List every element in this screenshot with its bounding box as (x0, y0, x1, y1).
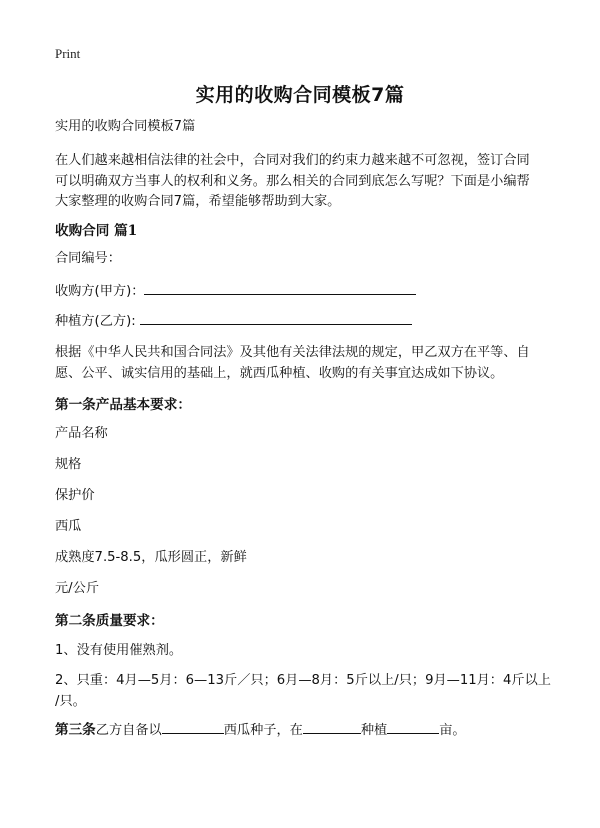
article2-heading: 第二条质量要求： (55, 613, 164, 629)
basis-paragraph (55, 343, 530, 384)
contract-number-label: 合同编号： (55, 251, 121, 266)
seed-blank-line (162, 721, 224, 734)
article1-item: 元/公斤 (55, 581, 100, 596)
buyer-blank-line (144, 282, 416, 295)
article1-heading: 第一条产品基本要求： (55, 397, 191, 413)
location-blank-line (303, 721, 361, 734)
grower-label: 种植方(乙方): (55, 314, 136, 329)
grower-field (55, 312, 412, 333)
article1-item: 西瓜 (55, 519, 82, 534)
document-subtitle: 实用的收购合同模板7篇 (55, 119, 196, 134)
print-link[interactable]: Print (55, 46, 81, 61)
page-title: 实用的收购合同模板7篇 (195, 84, 405, 106)
article3-text: 亩。 (439, 723, 466, 738)
intro-line: 可以明确双方当事人的权利和义务。那么相关的合同到底怎么写呢？下面是小编帮 (55, 173, 530, 189)
basis-line: 根据《中华人民共和国合同法》及其他有关法律法规的规定，甲乙双方在平等、自 (55, 345, 530, 360)
article3-line (55, 720, 466, 742)
article1-item: 规格 (55, 457, 82, 472)
intro-line: 在人们越来越相信法律的社会中，合同对我们的约束力越来越不可忽视，签订合同 (55, 153, 530, 168)
article2-item: 1、没有使用催熟剂。 (55, 643, 183, 658)
article1-item: 保护价 (55, 488, 95, 503)
article2-line: 2、只重：4月—5月：6—13斤／只；6月—8月：5斤以上/只；9月—11月：4斤以上 (55, 673, 551, 688)
article3-label: 第三条 (55, 722, 96, 738)
article2-item (55, 671, 551, 712)
buyer-label: 收购方(甲方)： (55, 284, 145, 299)
area-blank-line (387, 721, 439, 734)
article1-item: 成熟度7.5-8.5，瓜形圆正，新鲜 (55, 550, 247, 565)
intro-line: 大家整理的收购合同7篇，希望能够帮助到大家。 (55, 194, 341, 209)
basis-line: 愿、公平、诚实信用的基础上，就西瓜种植、收购的有关事宜达成如下协议。 (55, 365, 504, 381)
article1-item: 产品名称 (55, 426, 108, 441)
article2-line: /只。 (55, 693, 86, 709)
article3-text: 西瓜种子，在 (223, 723, 303, 738)
article3-text: 种植 (360, 723, 388, 738)
article3-text: 乙方自备以 (95, 723, 162, 738)
intro-paragraph (55, 151, 530, 213)
section-heading: 收购合同 篇1 (55, 223, 138, 239)
grower-blank-line (140, 312, 412, 325)
buyer-field (55, 282, 416, 303)
